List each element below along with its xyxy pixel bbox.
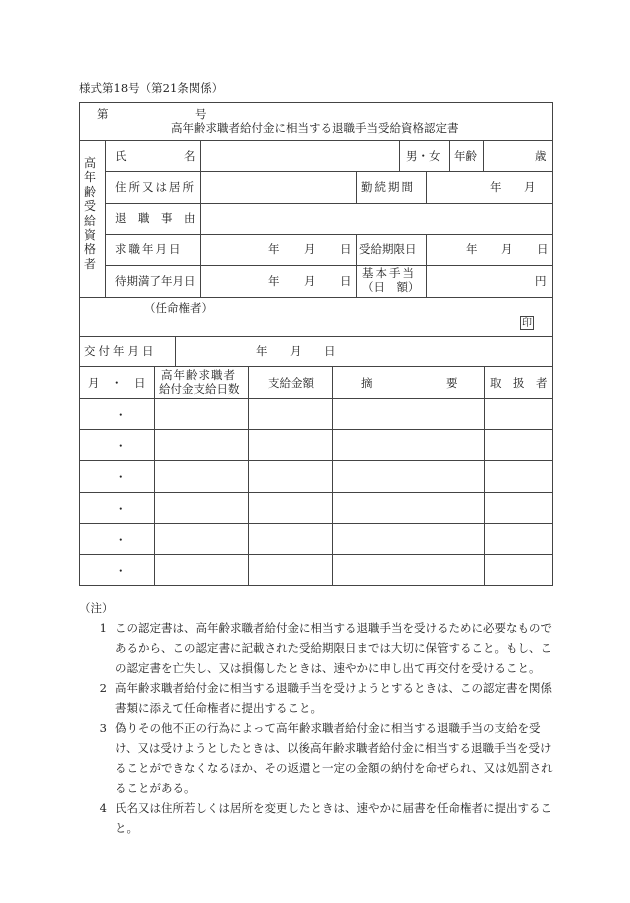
grid-line bbox=[79, 366, 553, 367]
address-label: 住所又は居所 bbox=[115, 180, 196, 194]
note-text: 高年齢求職者給付金に相当する退職手当を受けようとするときは、この認定書を関係書類に添えて任命権者に提出すること。 bbox=[115, 681, 552, 715]
grid-line bbox=[426, 171, 427, 203]
deadline-day-unit: 日 bbox=[537, 242, 549, 256]
col-amount-header: 支給金額 bbox=[268, 376, 314, 390]
base-allowance-label: 基本手当 bbox=[362, 266, 416, 280]
note-item bbox=[79, 718, 559, 798]
grid-line bbox=[79, 523, 553, 524]
grid-line bbox=[356, 234, 357, 297]
grid-line bbox=[483, 140, 484, 171]
issue-day-unit: 日 bbox=[324, 344, 336, 358]
grid-line bbox=[79, 336, 553, 337]
note-number: 1 bbox=[99, 621, 107, 635]
grid-line bbox=[154, 366, 155, 586]
grid-line bbox=[79, 140, 553, 141]
form-number: 様式第18号（第21条関係） bbox=[79, 81, 224, 95]
grid-line bbox=[79, 297, 553, 298]
issue-year-unit: 年 bbox=[256, 344, 268, 358]
grid-line bbox=[79, 492, 553, 493]
issue-date-label: 交付年月日 bbox=[84, 344, 157, 358]
notes-section bbox=[79, 598, 559, 838]
issue-month-unit: 月 bbox=[290, 344, 302, 358]
gender-label: 男・女 bbox=[406, 149, 441, 163]
grid-line bbox=[399, 140, 400, 171]
name-label-1: 氏 bbox=[115, 149, 127, 163]
grid-line bbox=[332, 366, 333, 586]
number-prefix: 第 bbox=[97, 107, 109, 121]
grid-line bbox=[484, 366, 485, 586]
grid-line bbox=[449, 140, 450, 171]
grid-line bbox=[105, 265, 553, 266]
job-date-label: 求職年月日 bbox=[115, 242, 183, 256]
row-date-dot: ・ bbox=[115, 564, 127, 578]
note-number: 2 bbox=[99, 681, 107, 695]
grid-line bbox=[426, 234, 427, 297]
wait-date-label: 待期満了年月日 bbox=[115, 274, 196, 288]
recipient-side-label: 高 年 齢 受 給 資 格 者 bbox=[83, 156, 96, 271]
job-day-unit: 日 bbox=[340, 242, 352, 256]
grid-line bbox=[79, 398, 553, 399]
row-date-dot: ・ bbox=[115, 470, 127, 484]
grid-line bbox=[79, 429, 553, 430]
age-unit: 歳 bbox=[535, 149, 547, 163]
number-suffix: 号 bbox=[195, 107, 207, 121]
note-item bbox=[79, 678, 559, 718]
wait-day-unit: 日 bbox=[340, 274, 352, 288]
grid-line bbox=[105, 203, 553, 204]
grid-line bbox=[248, 366, 249, 586]
grid-line bbox=[356, 171, 357, 203]
note-text: この認定書は、高年齢求職者給付金に相当する退職手当を受けるために必要なものであるから、この認定書に記載された受給期限日までは大切に保管すること。もし、この認定書を亡失し、又は損傷したときは、速やかに申し出て再交付を受けること。 bbox=[115, 621, 552, 675]
service-month-unit: 月 bbox=[524, 180, 536, 194]
grid-line bbox=[200, 140, 201, 297]
grid-line bbox=[105, 140, 106, 297]
note-text: 氏名又は住所若しくは居所を変更したときは、速やかに届書を任命権者に提出すること。 bbox=[115, 801, 552, 835]
grid-line bbox=[105, 171, 553, 172]
age-label: 年齢 bbox=[454, 149, 477, 163]
row-date-dot: ・ bbox=[115, 502, 127, 516]
col-days-header-2: 給付金支給日数 bbox=[159, 382, 240, 396]
col-summary-header-2: 要 bbox=[446, 376, 458, 390]
service-period-label: 勤続期間 bbox=[361, 180, 415, 194]
row-date-dot: ・ bbox=[115, 408, 127, 422]
col-days-header-1: 高年齢求職者 bbox=[161, 368, 236, 382]
wait-year-unit: 年 bbox=[268, 274, 280, 288]
note-number: 3 bbox=[99, 721, 107, 735]
note-item bbox=[79, 798, 559, 838]
grid-line bbox=[105, 234, 553, 235]
grid-line bbox=[175, 336, 176, 366]
service-year-unit: 年 bbox=[490, 180, 502, 194]
grid-line bbox=[79, 554, 553, 555]
yen-unit: 円 bbox=[535, 274, 547, 288]
job-month-unit: 月 bbox=[304, 242, 316, 256]
document-title: 高年齢求職者給付金に相当する退職手当受給資格認定書 bbox=[171, 121, 459, 135]
seal-mark: 印 bbox=[522, 318, 532, 329]
name-label-2: 名 bbox=[184, 149, 196, 163]
note-number: 4 bbox=[99, 801, 107, 815]
wait-month-unit: 月 bbox=[304, 274, 316, 288]
job-year-unit: 年 bbox=[268, 242, 280, 256]
reason-label: 退 職 事 由 bbox=[115, 211, 196, 225]
note-text: 偽りその他不正の行為によって高年齢求職者給付金に相当する退職手当の支給を受け、又は受けようとしたときは、以後高年齢求職者給付金に相当する退職手当を受けることができなくなるほか、その返還と一定の金額の納付を命ぜられ、又は処罰されることがある。 bbox=[115, 721, 553, 795]
grid-line bbox=[79, 460, 553, 461]
appointer-label: （任命権者） bbox=[144, 301, 213, 315]
receive-deadline-label: 受給期限日 bbox=[359, 242, 417, 256]
col-handler-header: 取 扱 者 bbox=[490, 376, 548, 390]
row-date-dot: ・ bbox=[115, 533, 127, 547]
base-allowance-sublabel: （日 額） bbox=[362, 280, 420, 294]
deadline-month-unit: 月 bbox=[501, 242, 513, 256]
deadline-year-unit: 年 bbox=[466, 242, 478, 256]
row-date-dot: ・ bbox=[115, 439, 127, 453]
notes-heading: （注） bbox=[79, 601, 114, 615]
note-item bbox=[79, 618, 559, 678]
col-date-header: 月 ・ 日 bbox=[88, 376, 146, 390]
col-summary-header-1: 摘 bbox=[361, 376, 373, 390]
